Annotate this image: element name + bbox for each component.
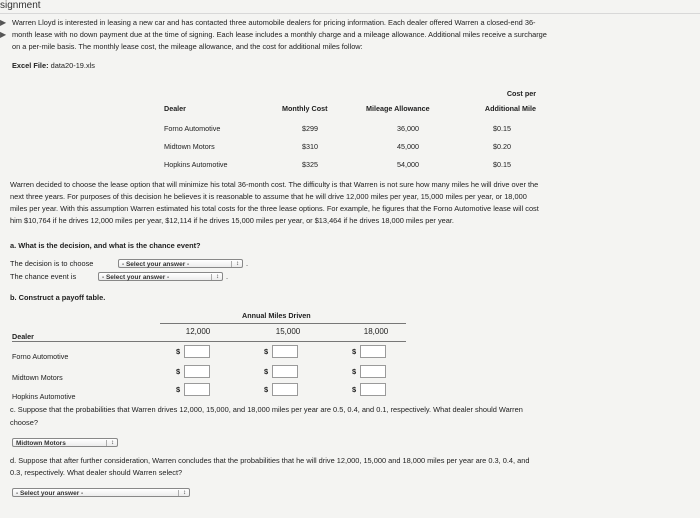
chance-select[interactable] xyxy=(98,272,223,281)
part-c-question: choose? xyxy=(10,418,38,427)
part-d-select-value: - Select your answer - xyxy=(16,490,84,497)
page-title: signment xyxy=(0,0,41,11)
para-line: miles per year. With this assumption Warren estimated his total costs for the three lease options. For example, he figures that the Forno Automotive lease will cost xyxy=(10,204,539,213)
chevron-updown-icon: ↕ xyxy=(111,440,114,446)
payoff-col-header: 12,000 xyxy=(185,327,211,336)
currency-symbol: $ xyxy=(264,347,269,356)
lease-header-cost: Cost per xyxy=(506,89,536,98)
part-d-question: d. Suppose that after further consideration, Warren concludes that the probabilities that he will drive 12,000, 15,000 and 18,000 miles per year are 0.3, 0.4, and xyxy=(10,456,530,465)
lease-row-dealer: Midtown Motors xyxy=(164,142,215,151)
lease-header-monthly: Monthly Cost xyxy=(282,104,328,113)
lease-row-monthly: $310 xyxy=(302,142,318,151)
arrow-icon: ▶ xyxy=(0,30,7,39)
payoff-input[interactable] xyxy=(272,383,298,396)
payoff-input[interactable] xyxy=(184,345,210,358)
payoff-dealer-header: Dealer xyxy=(12,332,34,341)
payoff-input[interactable] xyxy=(272,345,298,358)
header-divider xyxy=(0,13,700,14)
excel-file-link[interactable]: data20-19.xls xyxy=(50,61,95,70)
payoff-col-header: 18,000 xyxy=(363,327,389,336)
arrow-icon: ▶ xyxy=(0,18,7,27)
decision-label: The decision is to choose xyxy=(10,259,94,268)
currency-symbol: $ xyxy=(352,347,357,356)
payoff-row-label: Hopkins Automotive xyxy=(12,392,76,401)
currency-symbol: $ xyxy=(352,385,357,394)
header-underline xyxy=(160,323,406,324)
para-line: next three years. For purposes of this decision he believes it is reasonable to assume that he will drive 12,000 miles per year, 15,000 miles per year, or 18,000 xyxy=(10,192,527,201)
part-d-select[interactable] xyxy=(12,488,190,497)
part-c-question: c. Suppose that the probabilities that Warren drives 12,000, 15,000, and 18,000 miles per year are 0.5, 0.4, and 0.1, respectively. What dealer should Warren xyxy=(10,405,523,414)
lease-row-cost: $0.15 xyxy=(493,160,511,169)
payoff-input[interactable] xyxy=(360,383,386,396)
intro-line: on a per-mile basis. The monthly lease cost, the mileage allowance, and the cost for additional miles follow: xyxy=(12,42,363,51)
payoff-row-label: Midtown Motors xyxy=(12,373,63,382)
table-divider xyxy=(12,341,406,342)
currency-symbol: $ xyxy=(352,367,357,376)
chevron-updown-icon: ↕ xyxy=(236,261,239,267)
lease-row-allowance: 36,000 xyxy=(397,124,419,133)
payoff-input[interactable] xyxy=(184,383,210,396)
para-line: him $10,764 if he drives 12,000 miles per year, $12,114 if he drives 15,000 miles per year, or $13,464 if he drives 18,000 miles per year. xyxy=(10,216,454,225)
payoff-input[interactable] xyxy=(360,345,386,358)
lease-row-allowance: 45,000 xyxy=(397,142,419,151)
chance-select-value: - Select your answer - xyxy=(102,274,170,281)
lease-header-allowance: Mileage Allowance xyxy=(366,104,430,113)
payoff-col-header: 15,000 xyxy=(275,327,301,336)
payoff-input[interactable] xyxy=(360,365,386,378)
currency-symbol: $ xyxy=(264,367,269,376)
chevron-updown-icon: ↕ xyxy=(216,274,219,280)
part-a-question: a. What is the decision, and what is the chance event? xyxy=(10,241,201,250)
chance-label: The chance event is xyxy=(10,272,77,281)
part-d-question: 0.3, respectively. What dealer should Warren select? xyxy=(10,468,183,477)
currency-symbol: $ xyxy=(264,385,269,394)
chevron-updown-icon: ↕ xyxy=(183,490,186,496)
lease-header-cost: Additional Mile xyxy=(484,104,536,113)
intro-line: Warren Lloyd is interested in leasing a new car and has contacted three automobile dealers for pricing information. Each dealer offered Warren a closed-end 36- xyxy=(12,18,536,27)
period: . xyxy=(226,272,229,281)
lease-header-dealer: Dealer xyxy=(164,104,186,113)
part-b-label: b. Construct a payoff table. xyxy=(10,293,106,302)
decision-select-value: - Select your answer - xyxy=(122,261,190,268)
currency-symbol: $ xyxy=(176,385,181,394)
currency-symbol: $ xyxy=(176,347,181,356)
payoff-input[interactable] xyxy=(184,365,210,378)
lease-row-monthly: $325 xyxy=(302,160,318,169)
lease-row-allowance: 54,000 xyxy=(397,160,419,169)
para-line: Warren decided to choose the lease option that will minimize his total 36-month cost. The difficulty is that Warren is not sure how many miles he will drive over the xyxy=(10,180,539,189)
part-c-select-value: Midtown Motors xyxy=(16,440,66,447)
excel-file-row xyxy=(12,60,95,72)
payoff-row-label: Forno Automotive xyxy=(12,352,69,361)
payoff-group-header: Annual Miles Driven xyxy=(242,311,311,320)
lease-row-cost: $0.15 xyxy=(493,124,511,133)
intro-line: month lease with no down payment due at the time of signing. Each lease includes a monthly charge and a mileage allowance. Additional miles receive a surcharge xyxy=(12,30,547,39)
lease-row-monthly: $299 xyxy=(302,124,318,133)
decision-select[interactable] xyxy=(118,259,243,268)
payoff-input[interactable] xyxy=(272,365,298,378)
lease-row-dealer: Forno Automotive xyxy=(164,124,221,133)
period: . xyxy=(246,259,249,268)
lease-row-cost: $0.20 xyxy=(493,142,511,151)
lease-row-dealer: Hopkins Automotive xyxy=(164,160,228,169)
excel-file-label: Excel File: xyxy=(12,61,49,70)
currency-symbol: $ xyxy=(176,367,181,376)
part-c-select[interactable] xyxy=(12,438,118,447)
